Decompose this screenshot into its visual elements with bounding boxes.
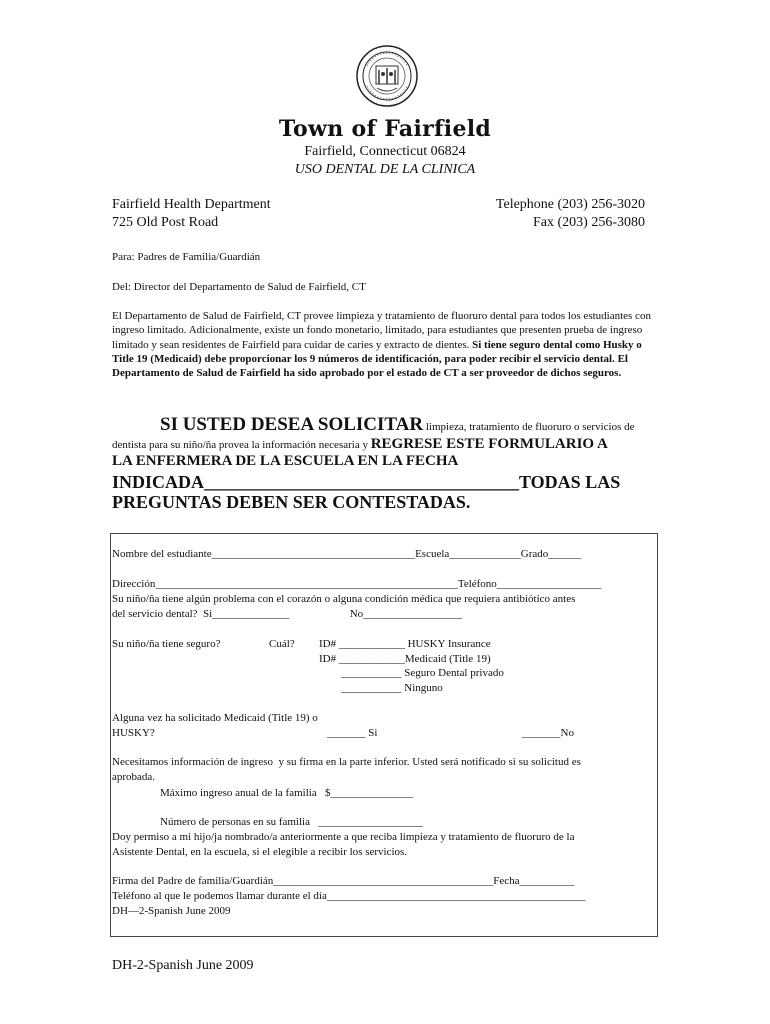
notice-line-1 — [112, 414, 672, 436]
household-size-field[interactable]: Número de personas en su familia ___________________ — [160, 816, 423, 828]
telephone: Telephone (203) 256-3020 — [495, 197, 645, 212]
notice-text-2: dentista para su niño/ña provea la información necesaria y — [112, 439, 371, 451]
notice-line-5: PREGUNTAS DEBEN SER CONTESTADAS. — [112, 492, 471, 512]
intro-paragraph — [112, 309, 660, 380]
permission-statement: Doy permiso a mi hijo/ja nombrado/a anteriormente a que reciba limpieza y tratamiento de fluoruro de la — [112, 831, 575, 843]
notice-line-4: INDICADA___________________________________TODAS LAS — [112, 472, 621, 492]
daytime-phone-field[interactable]: Teléfono al que le podemos llamar durante el día_______________________________________________ — [112, 890, 586, 902]
intro-text: El Departamento de Salud de Fairfield, CT provee limpieza y tratamiento de fluoruro dental para todos los estudiantes con ingreso limitado. Adicionalmente, existe un fondo monetario, limitado, para estudiantes que presenten prueba de ingreso limitado y sean residentes de Fairfield para cuidar de caries y extracto de dientes. — [112, 310, 651, 351]
sender: Del: Director del Departamento de Salud de Fairfield, CT — [112, 281, 366, 293]
medicaid-applied-yes[interactable]: _______ Si — [327, 727, 378, 739]
medical-condition-question: Su niño/ña tiene algún problema con el corazón o alguna condición médica que requiera antibiótico antes — [112, 593, 576, 605]
permission-statement-end: Asistente Dental, en la escuela, si el elegible a recibir los servicios. — [112, 846, 408, 858]
private-dental-field[interactable]: ___________ Seguro Dental privado — [341, 667, 504, 679]
medicaid-id-field[interactable]: ID# ____________Medicaid (Title 19) — [319, 653, 491, 665]
form-subtitle: USO DENTAL DE LA CLINICA — [294, 162, 476, 177]
income-info-note-end: aprobada. — [112, 771, 156, 783]
signature-date-field[interactable]: Firma del Padre de familia/Guardián________________________________________Fecha__________ — [112, 875, 575, 887]
insurance-which-label: Cuál? — [269, 638, 295, 650]
address-field[interactable]: Dirección_______________________________________________________Teléfono___________________ — [112, 578, 602, 590]
city-line: Fairfield, Connecticut 06824 — [304, 144, 466, 159]
notice-line-3: LA ENFERMERA DE LA ESCUELA EN LA FECHA — [112, 453, 459, 469]
medical-condition-answer[interactable]: del servicio dental? Si______________ No__________________ — [112, 608, 463, 620]
insurance-question: Su niño/ña tiene seguro? — [112, 638, 221, 650]
town-title: Town of Fairfield — [278, 116, 492, 142]
no-insurance-field[interactable]: ___________ Ninguno — [341, 682, 443, 694]
husky-id-field[interactable]: ID# ____________ HUSKY Insurance — [319, 638, 491, 650]
notice-return: REGRESE ESTE FORMULARIO A — [370, 436, 608, 452]
student-name-field[interactable]: Nombre del estudiante_____________________________________Escuela_____________Grado______ — [112, 548, 582, 560]
husky-label: HUSKY? — [112, 727, 155, 739]
notice-lead: SI USTED DESEA SOLICITAR — [160, 414, 424, 435]
medicaid-applied-no[interactable]: _______No — [522, 727, 574, 739]
notice-text-1: limpieza, tratamiento de fluoruro o servicios de — [423, 421, 635, 433]
form-code-inner: DH—2-Spanish June 2009 — [112, 905, 231, 917]
max-income-field[interactable]: Máximo ingreso anual de la familia $_______________ — [160, 787, 413, 799]
notice-line-2 — [112, 435, 672, 453]
intro-bold-text: Si tiene seguro dental como Husky o Title 19 (Medicaid) debe proporcionar los 9 números de identificación, para poder recibir el servicio dental. El Departamento de Salud de Fairfield ha sido aprobado por el estado de CT a ser proveedor de dichos seguros. — [112, 338, 642, 380]
department-address: 725 Old Post Road — [112, 215, 219, 230]
income-info-note: Necesitamos información de ingreso y su firma en la parte inferior. Usted será notificado si su solicitud es — [112, 756, 581, 768]
department-name: Fairfield Health Department — [112, 197, 271, 212]
addressee: Para: Padres de Familia/Guardián — [112, 251, 261, 263]
fax: Fax (203) 256-3080 — [533, 215, 645, 230]
medicaid-applied-question: Alguna vez ha solicitado Medicaid (Title 19) o — [112, 712, 318, 724]
town-seal — [355, 44, 419, 108]
form-code-footer: DH-2-Spanish June 2009 — [112, 958, 254, 973]
